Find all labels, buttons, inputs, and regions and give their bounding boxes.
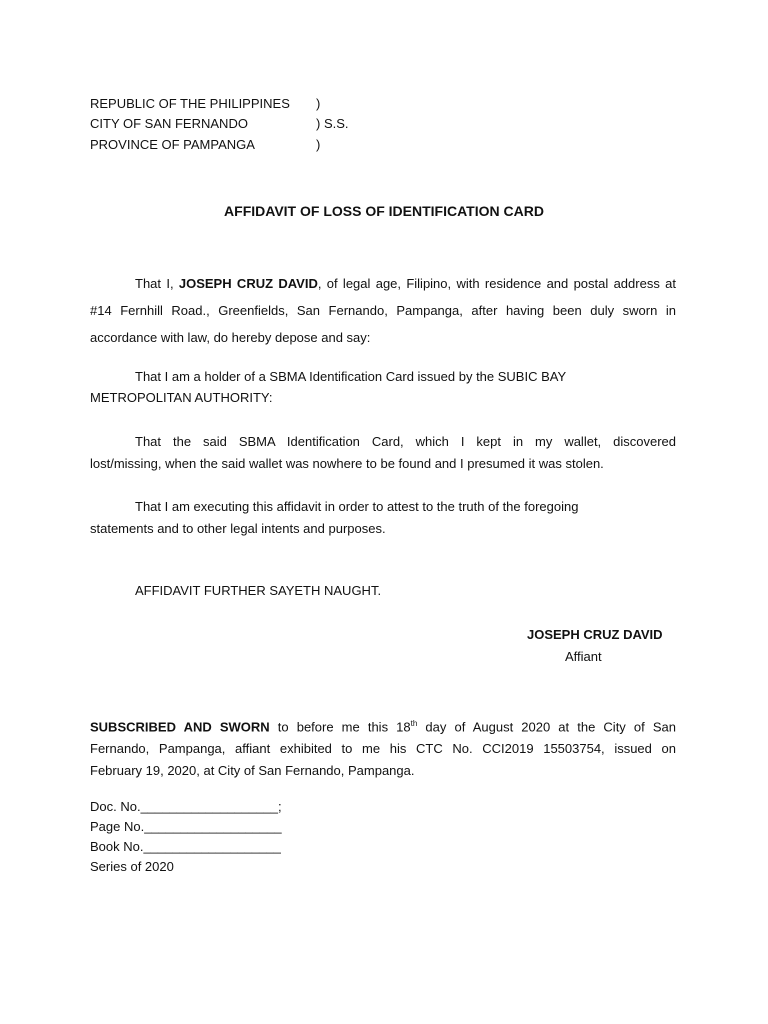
p2-line-1: That the said SBMA Identification Card, which I kept in my wallet, discovered xyxy=(135,434,676,449)
caption-republic: REPUBLIC OF THE PHILIPPINES xyxy=(90,96,290,111)
p1-line-1: That I am a holder of a SBMA Identification Card issued by the SUBIC BAY xyxy=(135,369,567,384)
jurat-line-1 xyxy=(90,713,676,738)
caption-paren-3: ) xyxy=(316,137,321,152)
caption-city: CITY OF SAN FERNANDO xyxy=(90,116,248,131)
further-sayeth: AFFIDAVIT FURTHER SAYETH NAUGHT. xyxy=(135,583,382,598)
p2-line-2: lost/missing, when the said wallet was nowhere to be found and I presumed it was stolen. xyxy=(90,456,604,471)
intro-pre: That I, xyxy=(135,276,179,291)
book-no: Book No.___________________ xyxy=(90,839,281,854)
page-no: Page No.___________________ xyxy=(90,819,282,834)
p3-line-1: That I am executing this affidavit in order to attest to the truth of the foregoing xyxy=(135,499,579,514)
document-title: AFFIDAVIT OF LOSS OF IDENTIFICATION CARD xyxy=(224,203,544,219)
paragraph-lost xyxy=(90,431,676,475)
intro-line-1 xyxy=(90,270,676,297)
jurat-l1b: day of August 2020 at the City of San xyxy=(417,719,676,735)
intro-line-3: accordance with law, do hereby depose and say: xyxy=(90,330,371,345)
series: Series of 2020 xyxy=(90,859,174,874)
affiant-name-inline: JOSEPH CRUZ DAVID xyxy=(178,276,318,291)
caption-province: PROVINCE OF PAMPANGA xyxy=(90,137,255,152)
paragraph-purpose xyxy=(90,496,676,540)
jurat-l1a: to before me this 18 xyxy=(269,719,411,735)
intro-paragraph xyxy=(90,270,676,351)
intro-line-2: #14 Fernhill Road., Greenfields, San Fernando, Pampanga, after having been duly sworn in xyxy=(90,303,676,318)
signature-role: Affiant xyxy=(565,649,602,664)
intro-post: , of legal age, Filipino, with residence and postal address at xyxy=(317,276,676,291)
jurat-paragraph xyxy=(90,713,676,782)
jurat-line-3: February 19, 2020, at City of San Fernando, Pampanga. xyxy=(90,763,415,779)
p3-line-2: statements and to other legal intents and purposes. xyxy=(90,521,386,536)
paragraph-holder xyxy=(90,366,676,408)
day-suffix: th xyxy=(410,719,418,728)
p1-line-2: METROPOLITAN AUTHORITY: xyxy=(90,390,273,405)
jurat-bold: SUBSCRIBED AND SWORN xyxy=(90,719,270,735)
caption-paren-1: ) xyxy=(316,96,321,111)
signature-name: JOSEPH CRUZ DAVID xyxy=(527,627,663,642)
caption-paren-ss: ) S.S. xyxy=(316,116,349,131)
jurat-line-2: Fernando, Pampanga, affiant exhibited to me his CTC No. CCI2019 15503754, issued on xyxy=(90,741,676,757)
doc-no: Doc. No.___________________; xyxy=(90,799,282,814)
